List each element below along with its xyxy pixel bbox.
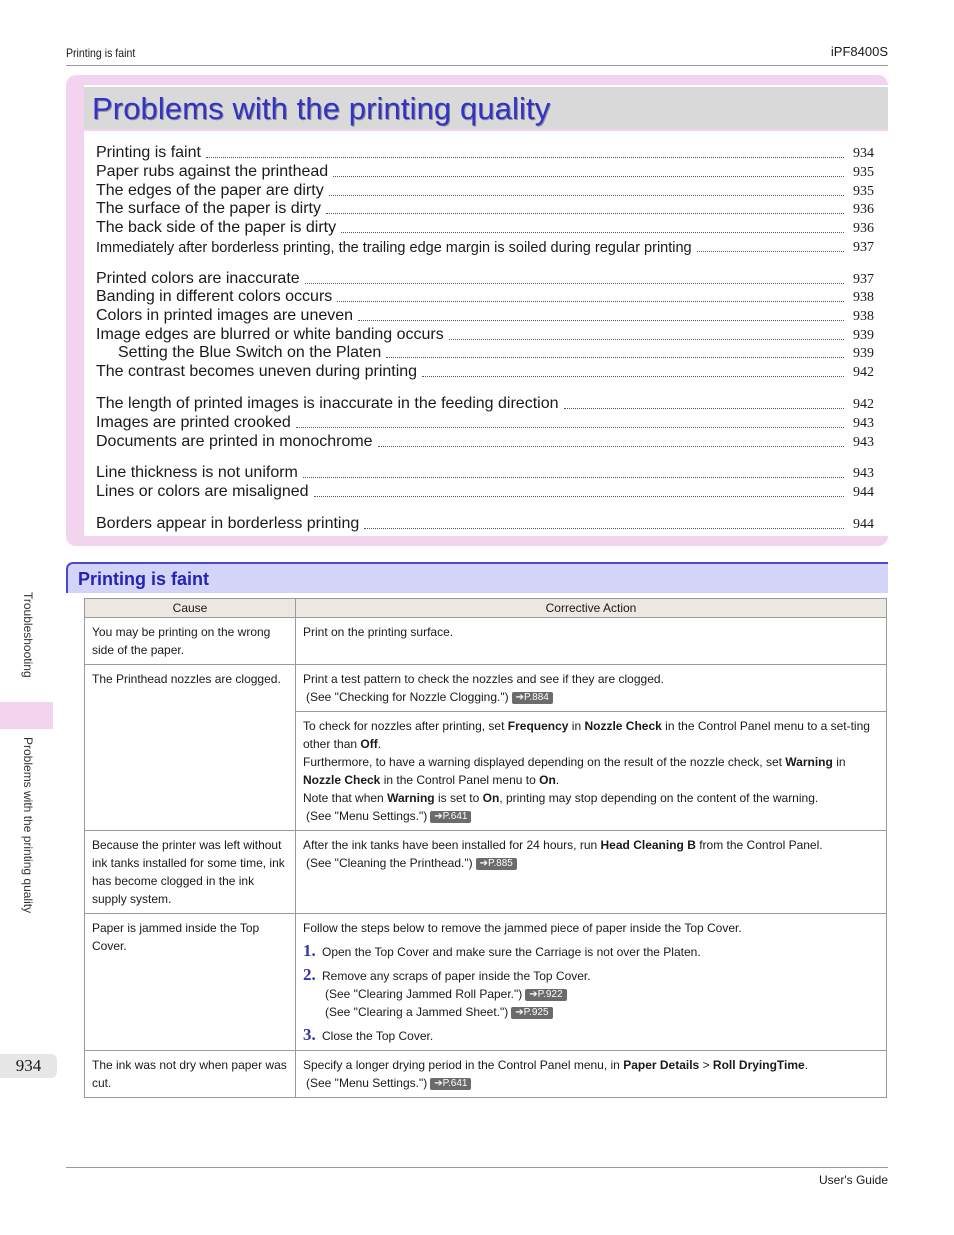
toc-leader-dots <box>358 320 844 321</box>
toc-entry-page: 942 <box>853 365 874 380</box>
toc-entry-title: Documents are printed in monochrome <box>96 433 373 450</box>
toc-entry-title: The surface of the paper is dirty <box>96 200 321 217</box>
toc-entry[interactable] <box>96 287 874 306</box>
toc-entry-title: Printing is faint <box>96 144 201 161</box>
footer-guide-name: User's Guide <box>819 1173 888 1187</box>
action-cell <box>296 1051 887 1098</box>
toc-leader-dots <box>364 528 844 529</box>
toc-entry-page: 934 <box>853 146 874 161</box>
page-number: 934 <box>0 1054 57 1078</box>
action-text: To check for nozzles after printing, set <box>303 719 508 733</box>
toc-entry[interactable] <box>96 143 874 162</box>
step-text: Close the Top Cover. <box>322 1029 434 1043</box>
step-text: Remove any scraps of paper inside the Top Cover. <box>322 969 591 983</box>
toc-entry-page: 942 <box>853 397 874 412</box>
step-number: 3. <box>303 1025 316 1044</box>
action-cell: Print on the printing surface. <box>296 618 887 665</box>
toc-entry[interactable] <box>96 343 874 362</box>
reference-text: (See "Menu Settings.") <box>306 809 428 823</box>
cause-cell: The Printhead nozzles are clogged. <box>85 665 296 831</box>
toc-entry-title: The edges of the paper are dirty <box>96 182 324 199</box>
reference-text: (See "Cleaning the Printhead.") <box>306 856 473 870</box>
toc-entry[interactable] <box>96 413 874 432</box>
toc-entry[interactable] <box>96 325 874 344</box>
toc-entry-title: Banding in different colors occurs <box>96 288 333 305</box>
step-item <box>303 941 879 961</box>
toc-entry[interactable] <box>96 237 874 256</box>
action-text: Note that when <box>303 791 388 805</box>
menu-term: Nozzle Check <box>303 773 381 787</box>
cause-cell: Paper is jammed inside the Top Cover. <box>85 914 296 1051</box>
action-cell <box>296 665 887 712</box>
step-item <box>303 1025 879 1045</box>
action-text: from the Control Panel. <box>695 838 823 852</box>
reference-text: (See "Clearing Jammed Roll Paper.") <box>325 987 523 1001</box>
toc-leader-dots <box>303 477 844 478</box>
toc-leader-dots <box>314 496 844 497</box>
page-link[interactable]: ➔P.885 <box>476 858 517 870</box>
toc-leader-dots <box>329 195 844 196</box>
menu-term: Paper Details <box>623 1058 700 1072</box>
running-footer <box>66 1167 888 1187</box>
toc-leader-dots <box>296 427 844 428</box>
page-link[interactable]: ➔P.641 <box>430 811 471 823</box>
action-text: in the Control Panel menu to a set-ting other than <box>303 719 870 751</box>
toc-entry[interactable] <box>96 306 874 325</box>
chapter-title-bar <box>84 85 888 129</box>
toc-entry[interactable] <box>96 514 874 533</box>
side-chapter-label: Troubleshooting <box>21 592 35 678</box>
table-row <box>85 914 887 1051</box>
toc-entry-page: 939 <box>853 346 874 361</box>
step-number: 1. <box>303 941 316 960</box>
action-text: in <box>568 719 585 733</box>
toc-leader-dots <box>326 213 844 214</box>
cross-reference <box>322 1003 591 1021</box>
toc-entry-title: Paper rubs against the printhead <box>96 163 329 180</box>
action-text: . <box>555 773 560 787</box>
table-header-row <box>85 599 887 618</box>
chapter-title: Problems with the printing quality <box>92 91 551 126</box>
toc-leader-dots <box>564 408 845 409</box>
cross-reference <box>322 985 591 1003</box>
cause-cell: The ink was not dry when paper was cut. <box>85 1051 296 1098</box>
reference-text: (See "Menu Settings.") <box>306 1076 428 1090</box>
action-text: is set to <box>434 791 483 805</box>
toc-entry[interactable] <box>96 218 874 237</box>
toc-entry-title: Images are printed crooked <box>96 414 291 431</box>
toc-entry-page: 938 <box>853 309 874 324</box>
section-heading <box>66 562 888 593</box>
action-cell <box>296 914 887 1051</box>
toc-entry-page: 935 <box>853 184 874 199</box>
header-section-name: Printing is faint <box>66 46 136 60</box>
page-link[interactable]: ➔P.925 <box>511 1007 552 1019</box>
toc-entry-page: 935 <box>853 165 874 180</box>
menu-term: Warning <box>785 755 833 769</box>
menu-term: On <box>482 791 500 805</box>
toc-entry-title: The back side of the paper is dirty <box>96 219 337 236</box>
menu-term: Nozzle Check <box>584 719 662 733</box>
menu-term: Head Cleaning B <box>600 838 696 852</box>
column-header-cause: Cause <box>85 599 296 618</box>
action-text: After the ink tanks have been installed for 24 hours, run <box>303 838 601 852</box>
toc-leader-dots <box>337 301 844 302</box>
table-row <box>85 618 887 665</box>
action-cell <box>296 831 887 914</box>
header-model-name: iPF8400S <box>830 44 888 59</box>
reference-text: (See "Clearing a Jammed Sheet.") <box>325 1005 509 1019</box>
toc-entry-title: Immediately after borderless printing, the trailing edge margin is soiled during regular printing <box>96 240 692 256</box>
toc-entry-page: 944 <box>853 517 874 532</box>
troubleshooting-table <box>84 598 887 1098</box>
menu-term: On <box>539 773 556 787</box>
toc-entry-title: Printed colors are inaccurate <box>96 270 300 287</box>
toc-leader-dots <box>341 232 844 233</box>
action-text: . <box>804 1058 809 1072</box>
menu-term: Frequency <box>507 719 569 733</box>
action-text: in <box>832 755 846 769</box>
table-row <box>85 1051 887 1098</box>
toc-leader-dots <box>386 357 844 358</box>
cause-cell: Because the printer was left without ink tanks installed for some time, ink has become clogged in the ink supply system. <box>85 831 296 914</box>
toc-entry-title: Borders appear in borderless printing <box>96 515 360 532</box>
cross-reference <box>303 854 879 872</box>
action-text: Furthermore, to have a warning displayed depending on the result of the nozzle check, set <box>303 755 786 769</box>
toc-leader-dots <box>378 446 844 447</box>
toc-entry-title: Line thickness is not uniform <box>96 464 298 481</box>
action-text: Print a test pattern to check the nozzles and see if they are clogged. <box>303 672 664 686</box>
toc-entry-page: 937 <box>853 272 874 287</box>
table-row <box>85 831 887 914</box>
running-header <box>66 44 888 66</box>
toc-entry-page: 943 <box>853 466 874 481</box>
toc-entry-title: Lines or colors are misaligned <box>96 483 309 500</box>
action-text: > <box>699 1058 713 1072</box>
cross-reference <box>303 1074 879 1092</box>
toc-entry-page: 939 <box>853 328 874 343</box>
toc-leader-dots <box>305 283 844 284</box>
toc-entry[interactable] <box>96 482 874 501</box>
page-link[interactable]: ➔P.641 <box>430 1078 471 1090</box>
toc-entry-page: 943 <box>853 435 874 450</box>
action-text: in the Control Panel menu to <box>380 773 540 787</box>
toc-leader-dots <box>333 176 844 177</box>
cause-cell: You may be printing on the wrong side of the paper. <box>85 618 296 665</box>
step-item <box>303 965 879 1021</box>
page-link[interactable]: ➔P.884 <box>512 692 553 704</box>
toc-leader-dots <box>449 339 844 340</box>
reference-text: (See "Checking for Nozzle Clogging.") <box>306 690 509 704</box>
column-header-action: Corrective Action <box>296 599 887 618</box>
menu-term: Warning <box>387 791 435 805</box>
menu-term: Off <box>360 737 378 751</box>
section-title: Printing is faint <box>78 569 210 589</box>
toc-entry-title: Setting the Blue Switch on the Platen <box>118 344 382 361</box>
toc-entry[interactable] <box>96 432 874 451</box>
action-text: Follow the steps below to remove the jammed piece of paper inside the Top Cover. <box>303 921 742 935</box>
action-text: , printing may stop depending on the content of the warning. <box>499 791 819 805</box>
action-text: . <box>377 737 382 751</box>
toc-entry-title: Colors in printed images are uneven <box>96 307 354 324</box>
toc-entry-title: The contrast becomes uneven during printing <box>96 363 418 380</box>
toc-entry-page: 938 <box>853 290 874 305</box>
toc-entry-page: 944 <box>853 485 874 500</box>
toc-entry[interactable] <box>96 269 874 288</box>
toc-entry[interactable] <box>96 394 874 413</box>
toc-leader-dots <box>206 157 844 158</box>
page-link[interactable]: ➔P.922 <box>525 989 566 1001</box>
toc-leader-dots <box>697 251 844 252</box>
action-cell <box>296 712 887 831</box>
toc-entry[interactable] <box>96 199 874 218</box>
toc-entry-title: Image edges are blurred or white banding occurs <box>96 326 444 343</box>
toc-entry[interactable] <box>96 463 874 482</box>
side-tab-marker <box>0 702 53 729</box>
cross-reference <box>303 807 879 825</box>
step-text: Open the Top Cover and make sure the Carriage is not over the Platen. <box>322 945 701 959</box>
step-number: 2. <box>303 965 316 984</box>
side-section-label: Problems with the printing quality <box>21 737 35 914</box>
toc-entry-title: The length of printed images is inaccurate in the feeding direction <box>96 395 559 412</box>
menu-term: Roll DryingTime <box>712 1058 805 1072</box>
action-text: Specify a longer drying period in the Control Panel menu, in <box>303 1058 624 1072</box>
toc-entry-page: 937 <box>853 240 874 255</box>
toc-entry-page: 943 <box>853 416 874 431</box>
toc-entry-page: 936 <box>853 221 874 236</box>
toc-entry[interactable] <box>96 362 874 381</box>
cross-reference <box>303 688 879 706</box>
toc-entry[interactable] <box>96 162 874 181</box>
table-row <box>85 665 887 712</box>
toc-entry[interactable] <box>96 181 874 200</box>
toc-entry-page: 936 <box>853 202 874 217</box>
toc-leader-dots <box>422 376 844 377</box>
